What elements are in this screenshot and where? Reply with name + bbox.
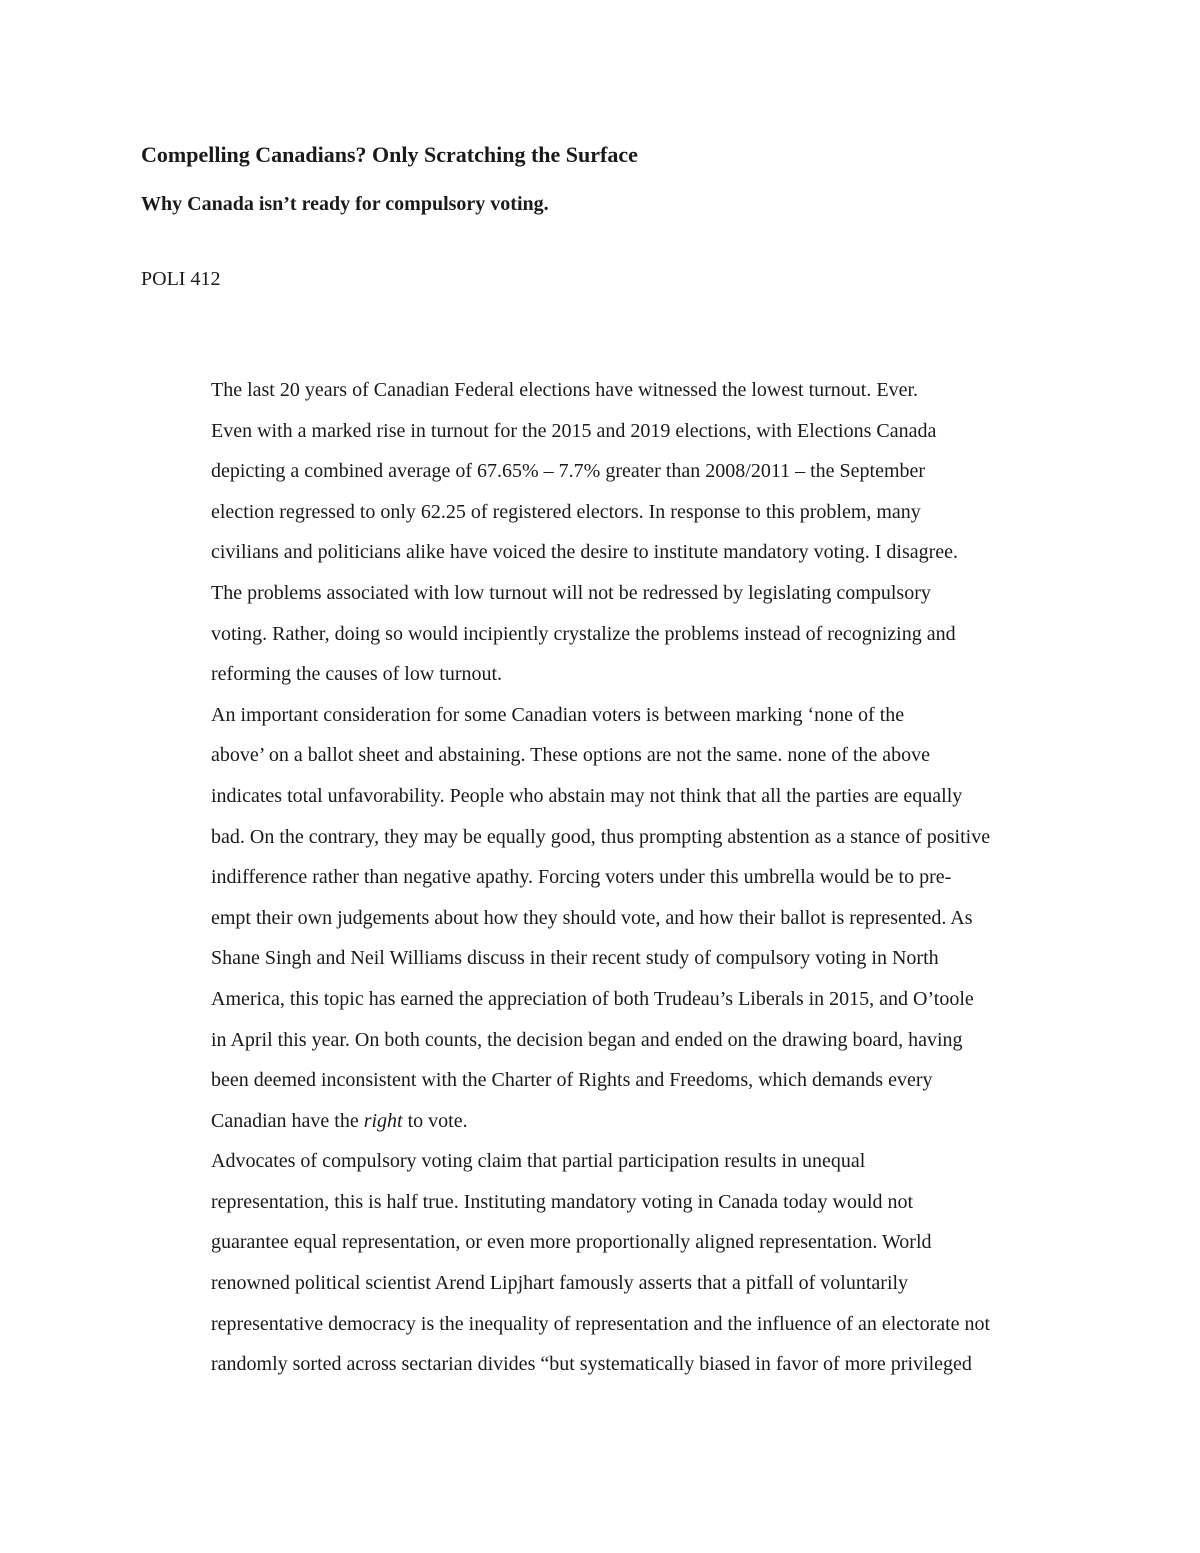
emphasis-right: right bbox=[363, 1109, 403, 1132]
document-subtitle: Why Canada isn’t ready for compulsory voting. bbox=[141, 193, 549, 215]
text-line: depicting a combined average of 67.65% – 7.7% greater than 2008/2011 – the September bbox=[211, 460, 926, 483]
paragraph-2 bbox=[141, 695, 1071, 1142]
text-line: indicates total unfavorability. People who abstain may not think that all the parties are equally bbox=[211, 784, 963, 807]
text-run: to vote. bbox=[402, 1109, 468, 1132]
course-code: POLI 412 bbox=[141, 268, 221, 290]
text-line: voting. Rather, doing so would incipiently crystalize the problems instead of recognizing and bbox=[211, 622, 956, 645]
text-line: guarantee equal representation, or even more proportionally aligned representation. World bbox=[211, 1231, 932, 1254]
text-line: The problems associated with low turnout will not be redressed by legislating compulsory bbox=[211, 581, 931, 604]
text-line: Advocates of compulsory voting claim that partial participation results in unequal bbox=[211, 1150, 866, 1173]
paragraph-1 bbox=[141, 370, 1071, 695]
text-line: Even with a marked rise in turnout for the 2015 and 2019 elections, with Elections Canada bbox=[211, 419, 937, 442]
text-line: empt their own judgements about how they should vote, and how their ballot is represented. As bbox=[211, 906, 973, 929]
document-body bbox=[141, 370, 1071, 1385]
text-line: An important consideration for some Canadian voters is between marking ‘none of the bbox=[211, 703, 905, 726]
text-line: in April this year. On both counts, the decision began and ended on the drawing board, having bbox=[211, 1028, 963, 1051]
text-line: representation, this is half true. Instituting mandatory voting in Canada today would not bbox=[211, 1190, 914, 1213]
text-line: bad. On the contrary, they may be equally good, thus prompting abstention as a stance of positive bbox=[211, 825, 991, 848]
text-line: civilians and politicians alike have voiced the desire to institute mandatory voting. I disagree. bbox=[211, 541, 959, 564]
text-line: above’ on a ballot sheet and abstaining. These options are not the same. none of the above bbox=[211, 744, 931, 767]
paragraph-3 bbox=[141, 1141, 1071, 1385]
text-run: Canadian have the bbox=[211, 1109, 364, 1132]
text-line: reforming the causes of low turnout. bbox=[211, 663, 503, 686]
text-line: representative democracy is the inequality of representation and the influence of an electorate not bbox=[211, 1312, 991, 1335]
text-line: America, this topic has earned the appreciation of both Trudeau’s Liberals in 2015, and O’toole bbox=[211, 987, 974, 1010]
text-line: randomly sorted across sectarian divides “but systematically biased in favor of more privileged bbox=[211, 1353, 972, 1376]
text-line-with-emphasis bbox=[141, 1101, 1071, 1142]
document-title: Compelling Canadians? Only Scratching the Surface bbox=[141, 142, 638, 167]
text-line: Shane Singh and Neil Williams discuss in their recent study of compulsory voting in North bbox=[211, 947, 939, 970]
text-line: been deemed inconsistent with the Charter of Rights and Freedoms, which demands every bbox=[211, 1069, 933, 1092]
text-line: The last 20 years of Canadian Federal elections have witnessed the lowest turnout. Ever. bbox=[211, 379, 919, 401]
text-line: renowned political scientist Arend Lipjhart famously asserts that a pitfall of voluntarily bbox=[211, 1272, 909, 1295]
text-line: indifference rather than negative apathy. Forcing voters under this umbrella would be to pre- bbox=[211, 866, 952, 889]
text-line: election regressed to only 62.25 of registered electors. In response to this problem, many bbox=[211, 500, 921, 523]
